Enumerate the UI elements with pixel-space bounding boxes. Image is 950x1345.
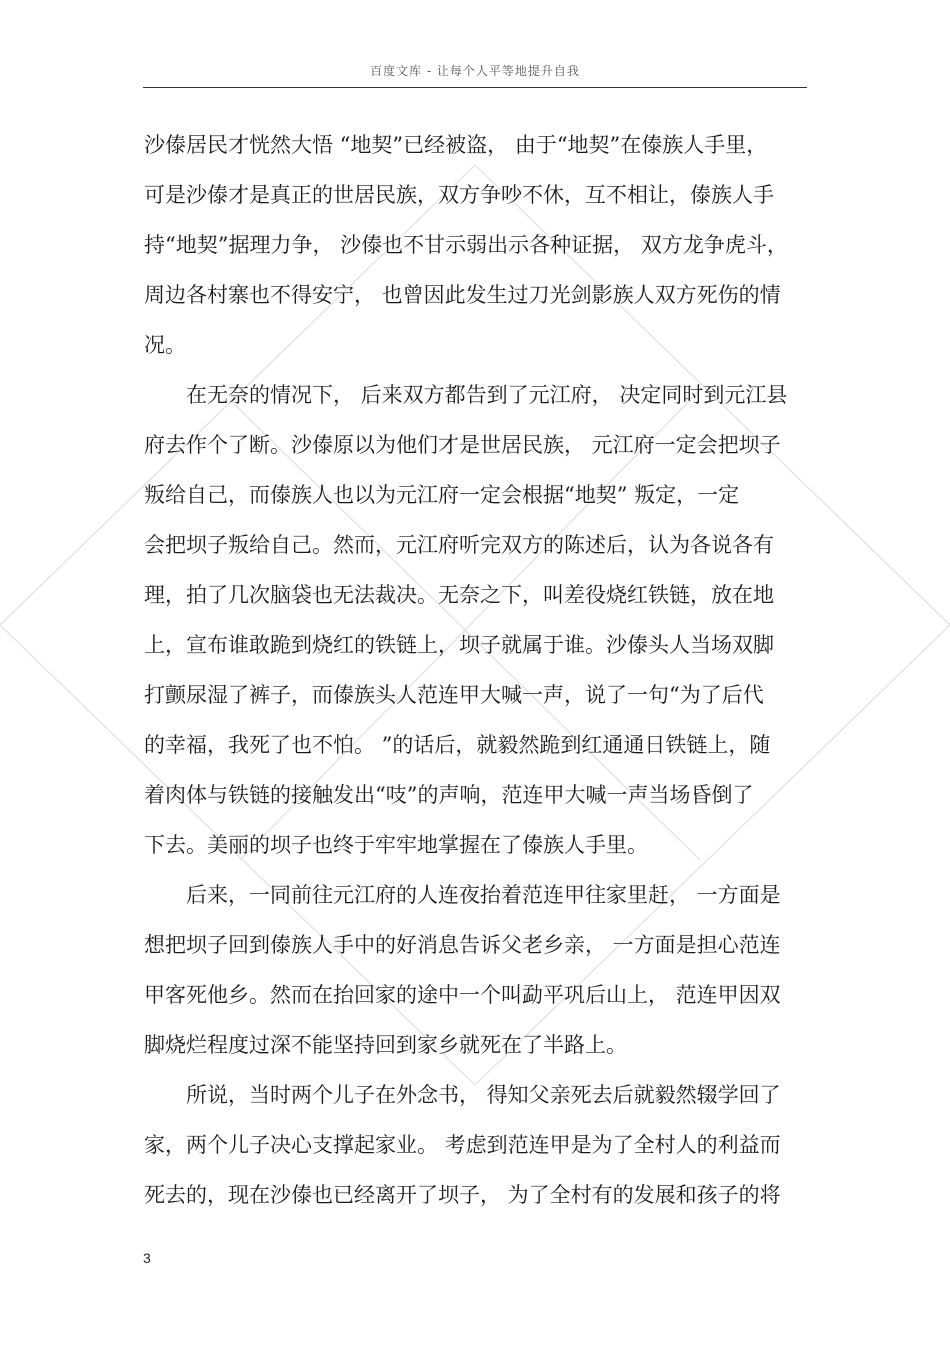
text-line: 家，两个儿子决心支撑起家业。 考虑到范连甲是为了全村人的利益而 xyxy=(144,1133,781,1157)
text-line: 想把坝子回到傣族人手中的好消息告诉父老乡亲， 一方面是担心范连 xyxy=(144,933,781,957)
text-line: 会把坝子叛给自己。然而，元江府听完双方的陈述后，认为各说各有 xyxy=(144,533,774,557)
text-line: 周边各村寨也不得安宁， 也曾因此发生过刀光剑影族人双方死伤的情 xyxy=(144,283,781,307)
text-line: 死去的，现在沙傣也已经离开了坝子， 为了全村有的发展和孩子的将 xyxy=(144,1183,781,1207)
text-line: 的幸福，我死了也不怕。 ”的话后，就毅然跪到红通通日铁链上，随 xyxy=(144,733,771,757)
text-line: 沙傣居民才恍然大悟 “地契”已经被盗， 由于“地契”在傣族人手里， xyxy=(144,133,768,157)
text-line: 府去作个了断。沙傣原以为他们才是世居民族， 元江府一定会把坝子 xyxy=(144,433,781,457)
text-line: 所说，当时两个儿子在外念书， 得知父亲死去后就毅然辍学回了 xyxy=(144,1083,781,1107)
page-header: 百度文库 - 让每个人平等地提升自我 xyxy=(370,64,580,78)
text-line: 在无奈的情况下， 后来双方都告到了元江府， 决定同时到元江县 xyxy=(144,383,788,407)
page-number: 3 xyxy=(143,1250,151,1266)
text-line: 甲客死他乡。然而在抬回家的途中一个叫勐平巩后山上， 范连甲因双 xyxy=(144,983,781,1007)
text-line: 打颤尿湿了裤子，而傣族头人范连甲大喊一声，说了一句“为了后代 xyxy=(144,683,764,707)
text-line: 上，宣布谁敢跪到烧红的铁链上，坝子就属于谁。沙傣头人当场双脚 xyxy=(144,633,774,657)
text-line: 理，拍了几次脑袋也无法裁决。无奈之下，叫差役烧红铁链，放在地 xyxy=(144,583,774,607)
text-line: 下去。美丽的坝子也终于牢牢地掌握在了傣族人手里。 xyxy=(144,833,648,857)
text-line: 脚烧烂程度过深不能坚持回到家乡就死在了半路上。 xyxy=(144,1033,627,1057)
text-line: 况。 xyxy=(144,333,186,357)
text-line: 持“地契”据理力争， 沙傣也不甘示弱出示各种证据， 双方龙争虎斗， xyxy=(144,233,788,257)
text-line: 可是沙傣才是真正的世居民族，双方争吵不休，互不相让，傣族人手 xyxy=(144,183,774,207)
text-line: 着肉体与铁链的接触发出“吱”的声响，范连甲大喊一声当场昏倒了 xyxy=(144,783,754,807)
document-body xyxy=(144,120,808,1220)
text-line: 叛给自己，而傣族人也以为元江府一定会根据“地契” 叛定，一定 xyxy=(144,483,740,507)
header-divider xyxy=(143,87,807,88)
text-line: 后来，一同前往元江府的人连夜抬着范连甲往家里赶， 一方面是 xyxy=(144,883,781,907)
